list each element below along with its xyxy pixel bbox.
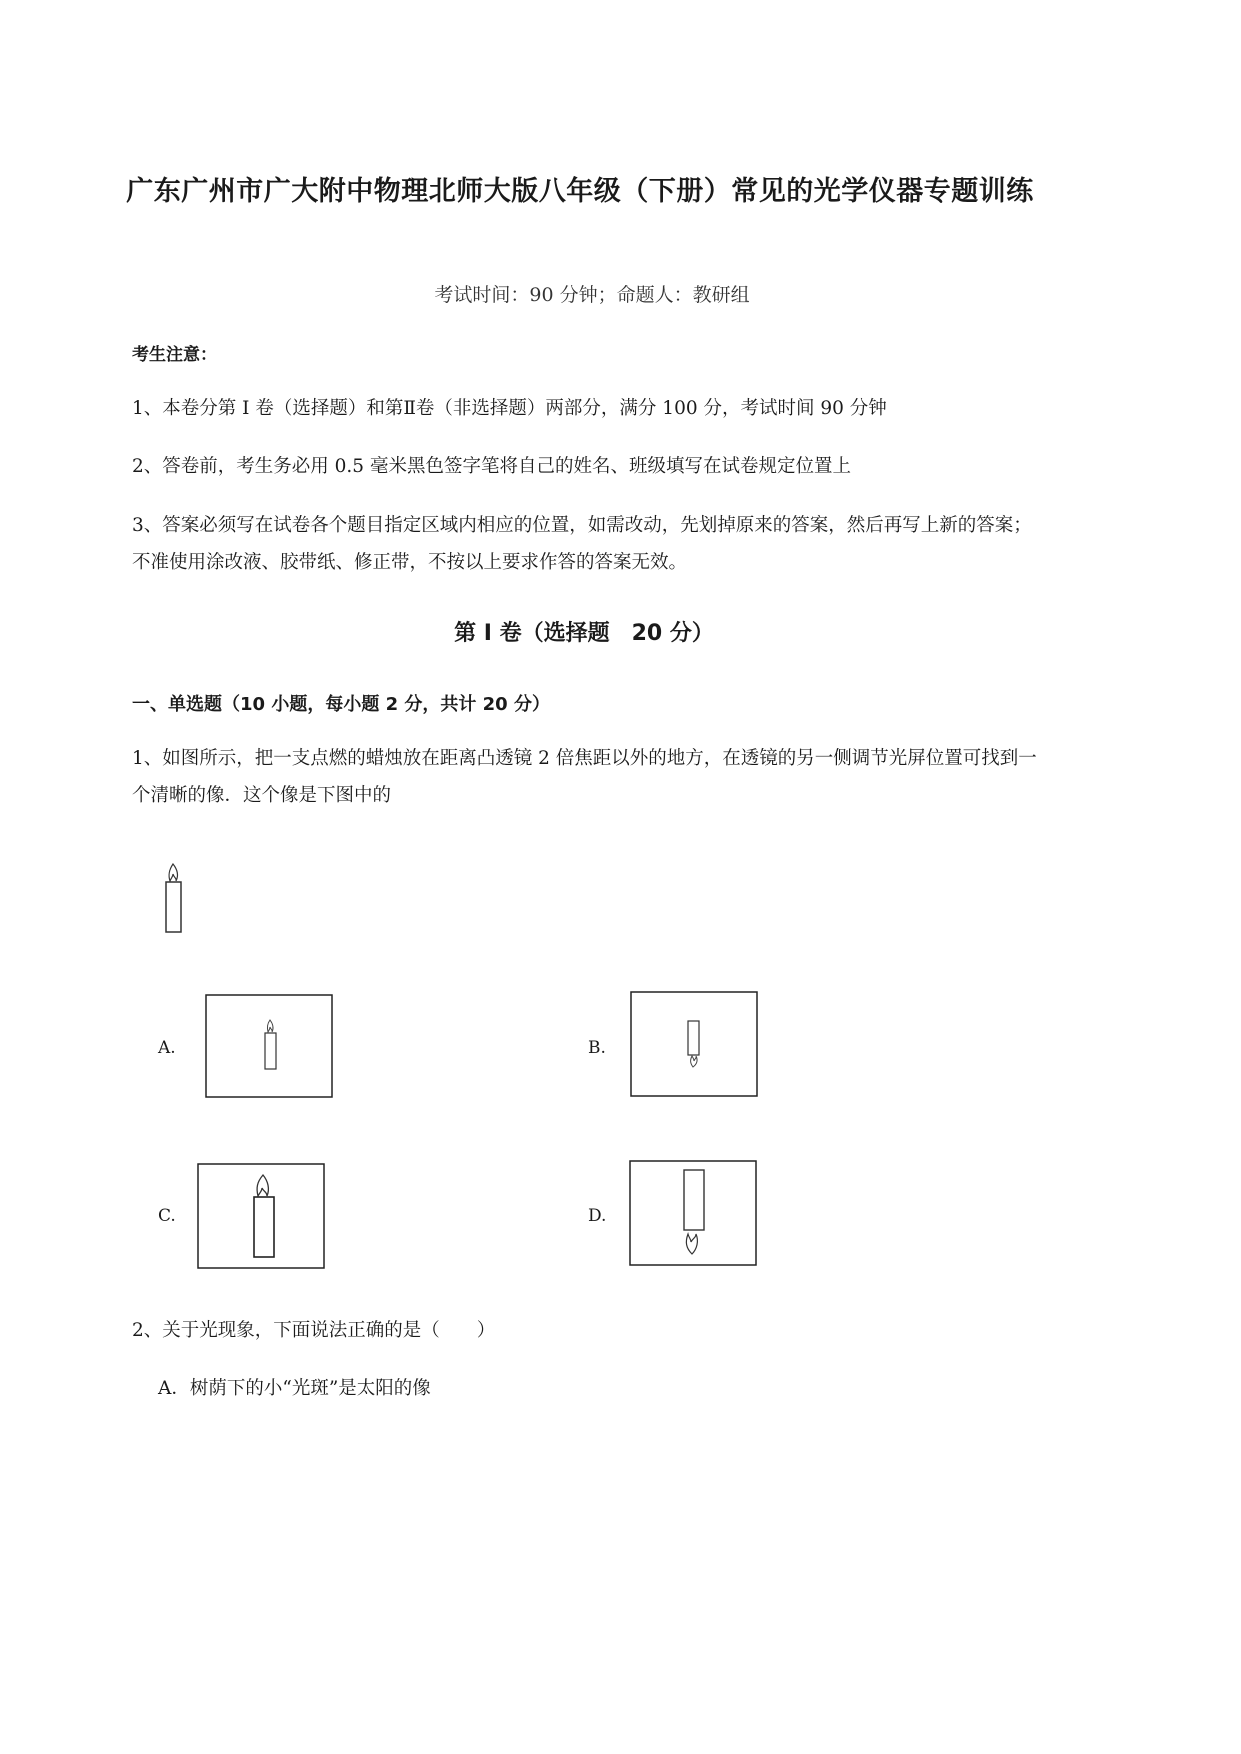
option-label[interactable]: C. — [158, 1206, 176, 1226]
option-label[interactable]: B. — [588, 1038, 606, 1058]
option-d-image[interactable] — [629, 1160, 757, 1266]
option-label[interactable]: D. — [588, 1206, 607, 1226]
exam-info: 考试时间：90 分钟；命题人：教研组 — [434, 284, 750, 306]
question-text: 1、如图所示，把一支点燃的蜡烛放在距离凸透镜 2 倍焦距以外的地方，在透镜的另一侧调节光屏位置可找到一个清晰的像．这个像是下图中的 — [132, 748, 1037, 806]
option-b-image[interactable] — [630, 991, 758, 1097]
option-c-image[interactable] — [197, 1163, 325, 1269]
section-title: 第 I 卷（选择题 20 分） — [454, 621, 714, 646]
page-title: 广东广州市广大附中物理北师大版八年级（下册）常见的光学仪器专题训练 — [126, 176, 1034, 207]
option-a-image[interactable] — [205, 994, 333, 1098]
question-type-heading: 一、单选题（10 小题，每小题 2 分，共计 20 分） — [132, 694, 550, 715]
option-label[interactable]: A. — [158, 1038, 176, 1058]
notice-heading: 考生注意： — [132, 345, 217, 365]
notice-item: 1、本卷分第 I 卷（选择题）和第Ⅱ卷（非选择题）两部分，满分 100 分，考试时间 90 分钟 — [132, 398, 887, 419]
candle-figure — [158, 860, 188, 938]
question-text: 2、关于光现象，下面说法正确的是（ ） — [132, 1320, 496, 1341]
notice-item: 2、答卷前，考生务必用 0.5 毫米黑色签字笔将自己的姓名、班级填写在试卷规定位置上 — [132, 456, 851, 477]
notice-item: 3、答案必须写在试卷各个题目指定区域内相应的位置，如需改动，先划掉原来的答案，然后再写上新的答案；不准使用涂改液、胶带纸、修正带，不按以上要求作答的答案无效。 — [132, 515, 1032, 573]
option-text[interactable]: A．树荫下的小“光斑”是太阳的像 — [158, 1378, 431, 1399]
